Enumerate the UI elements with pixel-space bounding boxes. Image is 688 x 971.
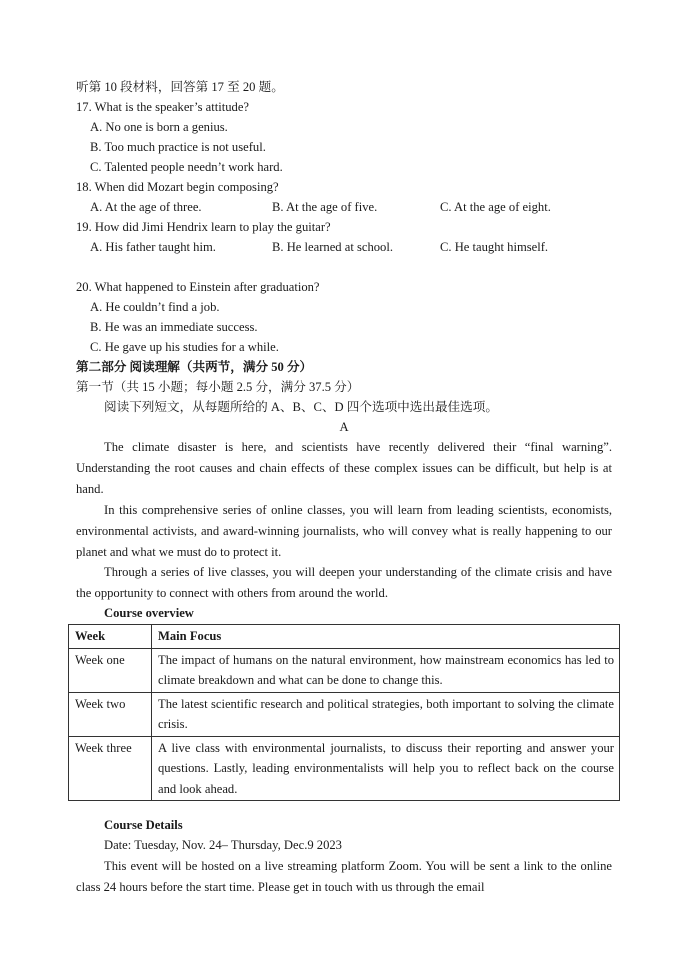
question-17-option-b: B. Too much practice is not useful. (90, 140, 266, 154)
question-20-stem: 20. What happened to Einstein after graduation? (76, 280, 320, 294)
question-17-option-a: A. No one is born a genius. (90, 120, 228, 134)
question-18-option-b: B. At the age of five. (272, 200, 378, 214)
question-20-option-b: B. He was an immediate success. (90, 320, 258, 334)
table-header-main-focus: Main Focus (152, 625, 620, 649)
listening-instruction: 听第 10 段材料，回答第 17 至 20 题。 (76, 80, 284, 94)
table-row (69, 736, 620, 801)
course-details-title: Course Details (104, 818, 183, 832)
question-18-stem: 18. When did Mozart begin composing? (76, 180, 279, 194)
passage-paragraph: Through a series of live classes, you will deepen your understanding of the climate crisis and have the opportunity to connect with others from around the world. (76, 565, 612, 600)
table-cell-week: Week one (69, 648, 152, 692)
reading-instruction: 阅读下列短文，从每题所给的 A、B、C、D 四个选项中选出最佳选项。 (104, 400, 498, 414)
course-overview-title: Course overview (104, 606, 194, 620)
table-header-row (69, 625, 620, 649)
passage-paragraph: In this comprehensive series of online classes, you will learn from leading scientists, economists, environmental activists, and award-winning journalists, who will convey what is really happening to our planet and what we must do to protect it. (76, 503, 612, 559)
question-19-stem: 19. How did Jimi Hendrix learn to play the guitar? (76, 220, 331, 234)
passage-label: A (339, 420, 349, 434)
question-20-option-a: A. He couldn’t find a job. (90, 300, 220, 314)
section-one-title: 第一节（共 15 小题；每小题 2.5 分，满分 37.5 分） (76, 380, 360, 394)
table-row (69, 692, 620, 736)
course-details-paragraph: This event will be hosted on a live streaming platform Zoom. You will be sent a link to the online class 24 hours before the start time. Please get in touch with us through the email (76, 859, 612, 894)
table-header-week: Week (69, 625, 152, 649)
table-cell-focus: A live class with environmental journalists, to discuss their reporting and answer your questions. Lastly, leading environmentalists will help you to reflect back on the course and look ahead. (152, 736, 620, 801)
question-20-option-c: C. He gave up his studies for a while. (90, 340, 279, 354)
question-19-option-b: B. He learned at school. (272, 240, 393, 254)
table-cell-focus: The impact of humans on the natural environment, how mainstream economics has led to climate breakdown and what can be done to change this. (152, 648, 620, 692)
table-row (69, 648, 620, 692)
question-17-stem: 17. What is the speaker’s attitude? (76, 100, 249, 114)
question-18-option-a: A. At the age of three. (90, 200, 202, 214)
question-19-option-a: A. His father taught him. (90, 240, 216, 254)
part-two-title: 第二部分 阅读理解（共两节，满分 50 分） (76, 360, 313, 374)
course-overview-table (68, 624, 620, 801)
question-19-option-c: C. He taught himself. (440, 240, 549, 254)
table-cell-week: Week three (69, 736, 152, 801)
question-17-option-c: C. Talented people needn’t work hard. (90, 160, 283, 174)
question-18-option-c: C. At the age of eight. (440, 200, 551, 214)
table-cell-week: Week two (69, 692, 152, 736)
table-cell-focus: The latest scientific research and political strategies, both important to solving the climate crisis. (152, 692, 620, 736)
passage-paragraph: The climate disaster is here, and scientists have recently delivered their “final warning”. Understanding the root causes and chain effects of these complex issues can be difficult, but help is at hand. (76, 440, 612, 496)
course-date-line: Date: Tuesday, Nov. 24– Thursday, Dec.9 2023 (104, 838, 342, 852)
